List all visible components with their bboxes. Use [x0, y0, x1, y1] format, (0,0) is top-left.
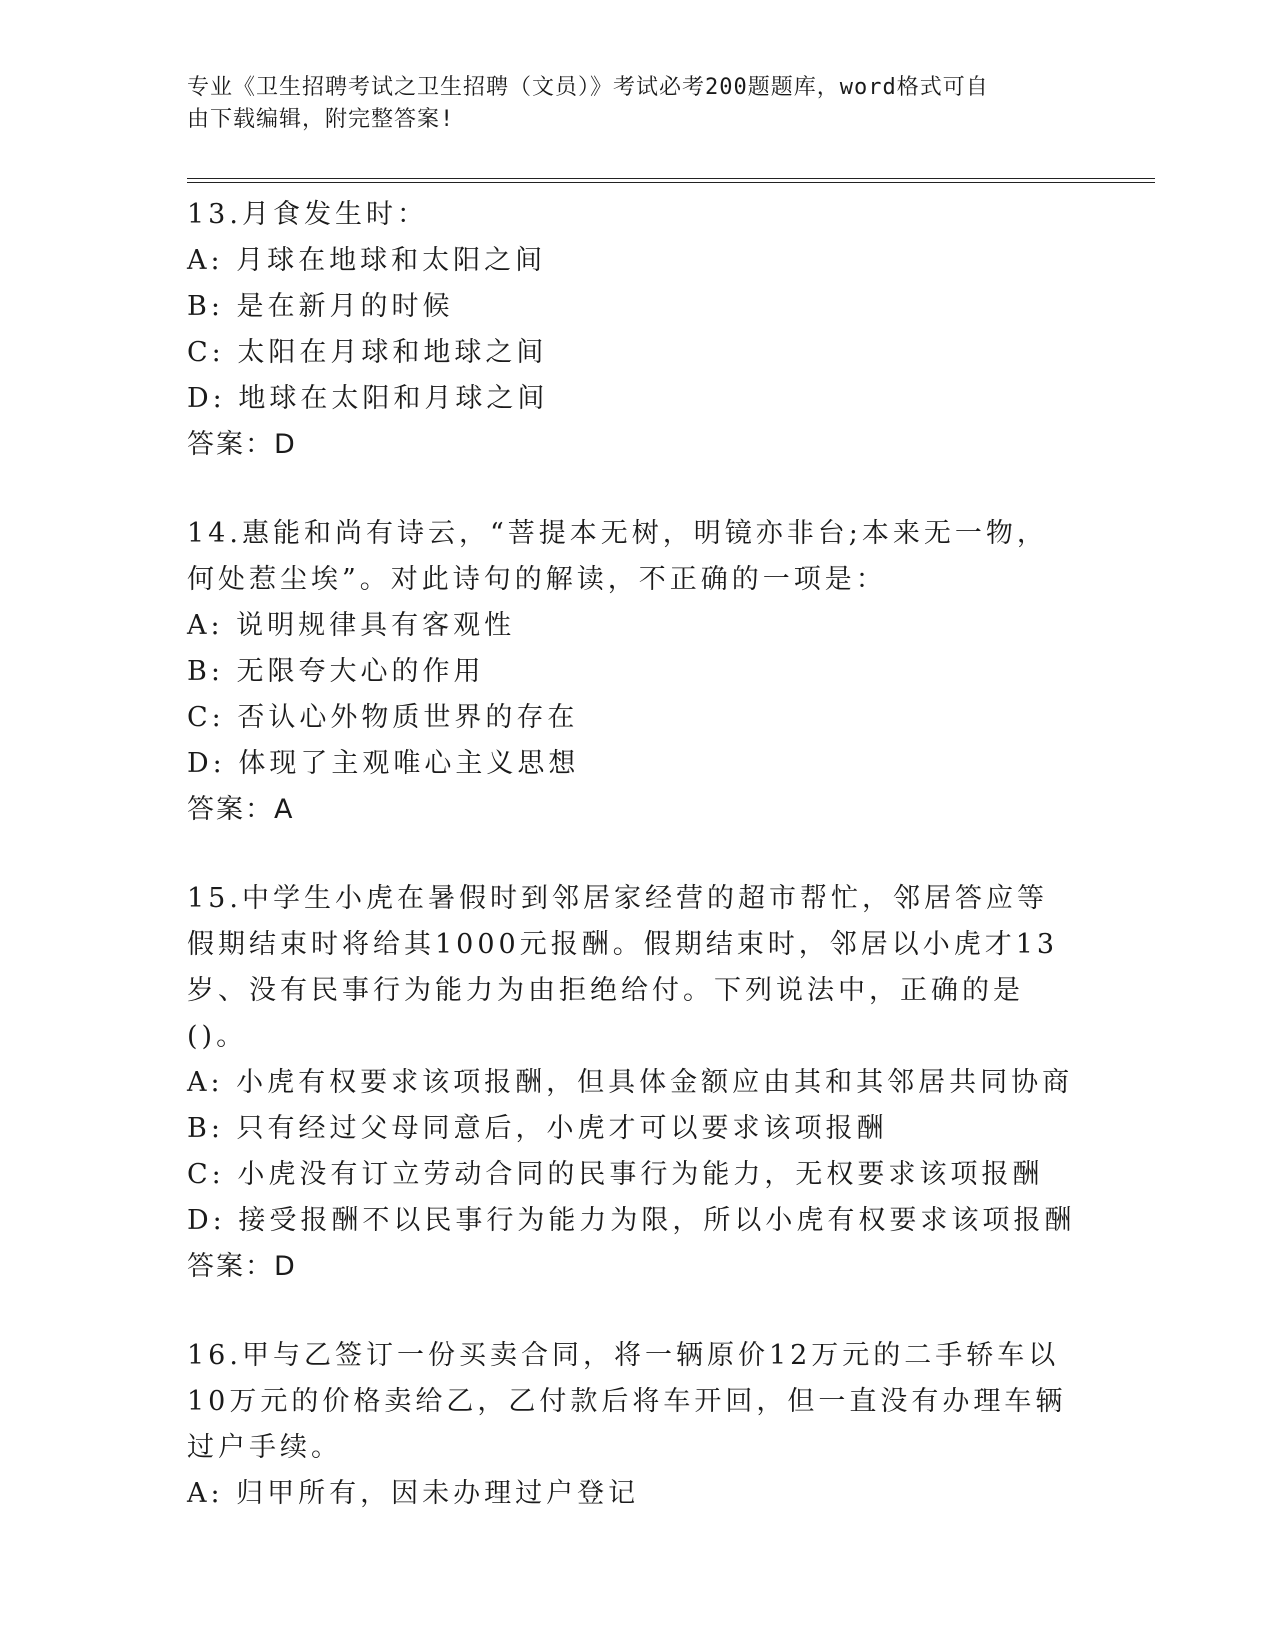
answer: 答案：A — [187, 794, 295, 825]
option-d: D: 地球在太阳和月球之间 — [187, 383, 549, 414]
option-d: D: 体现了主观唯心主义思想 — [187, 748, 580, 779]
header-line-1: 专业《卫生招聘考试之卫生招聘（文员）》考试必考200题题库，word格式可自 — [187, 75, 989, 100]
answer: 答案：D — [187, 429, 297, 460]
option-b: B: 只有经过父母同意后，小虎才可以要求该项报酬 — [187, 1113, 888, 1144]
header-line-2: 由下载编辑，附完整答案! — [187, 107, 455, 132]
option-c: C: 小虎没有订立劳动合同的民事行为能力，无权要求该项报酬 — [187, 1159, 1044, 1190]
question-stem: 15.中学生小虎在暑假时到邻居家经营的超市帮忙，邻居答应等假期结束时将给其1000元报酬。假期结束时，邻居以小虎才13岁、没有民事行为能力为由拒绝给付。下列说法中，正确的是()。 — [187, 883, 1059, 1052]
answer: 答案：D — [187, 1251, 297, 1282]
question-list — [187, 192, 1077, 1560]
question-16 — [187, 1333, 1077, 1517]
option-b: B: 无限夸大心的作用 — [187, 656, 485, 687]
option-c: C: 太阳在月球和地球之间 — [187, 337, 548, 368]
option-a: A: 月球在地球和太阳之间 — [187, 245, 547, 276]
question-stem: 14.惠能和尚有诗云，“菩提本无树，明镜亦非台;本来无一物，何处惹尘埃”。对此诗句的解读，不正确的一项是： — [187, 518, 1048, 595]
header-divider — [187, 178, 1155, 183]
option-b: B: 是在新月的时候 — [187, 291, 454, 322]
option-a: A: 归甲所有，因未办理过户登记 — [187, 1478, 640, 1509]
option-a: A: 说明规律具有客观性 — [187, 610, 516, 641]
document-header — [187, 72, 1067, 136]
question-13 — [187, 192, 1077, 468]
question-15 — [187, 876, 1077, 1290]
option-c: C: 否认心外物质世界的存在 — [187, 702, 579, 733]
question-stem: 16.甲与乙签订一份买卖合同，将一辆原价12万元的二手轿车以10万元的价格卖给乙，乙付款后将车开回，但一直没有办理车辆过户手续。 — [187, 1340, 1067, 1463]
question-14 — [187, 511, 1077, 833]
option-d: D: 接受报酬不以民事行为能力为限，所以小虎有权要求该项报酬 — [187, 1205, 1076, 1236]
question-stem: 13.月食发生时： — [187, 199, 428, 230]
option-a: A: 小虎有权要求该项报酬，但具体金额应由其和其邻居共同协商 — [187, 1067, 1074, 1098]
